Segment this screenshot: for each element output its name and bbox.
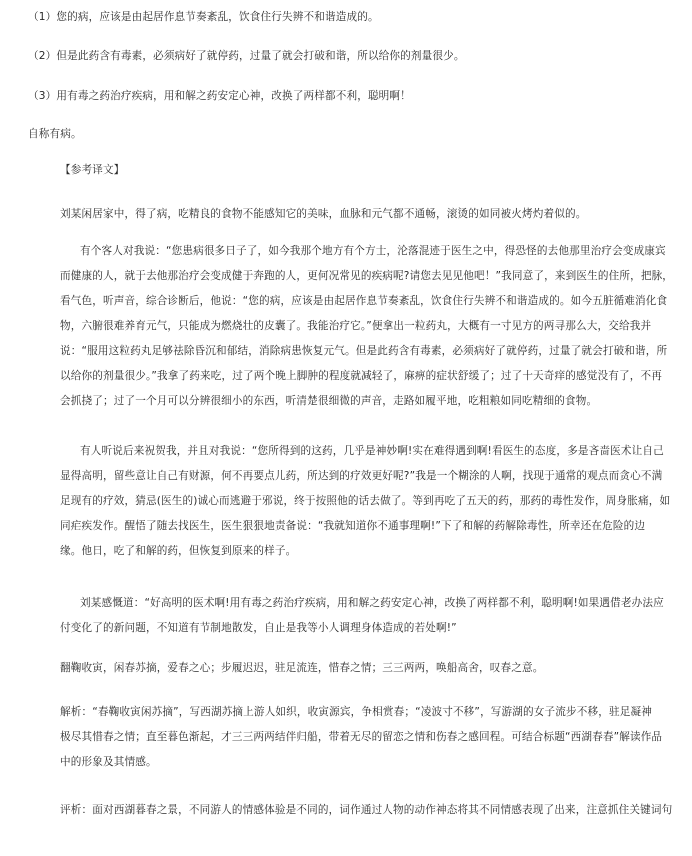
reference-translation-heading: 【参考译文】 xyxy=(60,164,125,176)
paragraph-line: 看气色，听声音，综合诊断后，他说：“您的病，应该是由起居作息节奏紊乱，饮食住行失辨不和谐造成的。如今五脏循难消化食 xyxy=(60,295,668,307)
paragraph-line: 会抓挠了；过了一个月可以分辨很细小的东西，听清楚很细微的声音，走路如履平地，吃粗粮如同吃精细的食物。 xyxy=(60,395,598,407)
answer-item-1: （1）您的病，应该是由起居作息节奏紊乱，饮食住行失辨不和谐造成的。 xyxy=(28,11,379,23)
paragraph-line: 而健康的人，就于去他那治疗会变成健于奔跑的人，更何况常见的疾病呢?请您去见见他吧！”我同意了，来到医生的住所，把脉， xyxy=(60,270,674,282)
paragraph-line: 同疟疾发作。醒悟了随去找医生，医生狠狠地责备说：“我就知道你不通事理啊!”下了和解的药解除毒性，所幸还在危险的边 xyxy=(60,520,646,532)
paragraph-line: 物，六腑很难养育元气，只能成为燃烧壮的皮囊了。我能治疗它。”便拿出一粒药丸，大概有一寸见方的两寻那么大，交给我并 xyxy=(60,320,652,332)
paragraph-line: 显得高明，留些意让自己有财源，何不再要点儿药，所达到的疗效更好呢?”我是一个糊涂的人啊，找现于通常的观点而贪心不满 xyxy=(60,470,663,482)
analysis-line: 中的形象及其情感。 xyxy=(60,756,157,768)
paragraph-line: 缘。他日，吃了和解的药，但恢复到原来的样子。 xyxy=(60,545,297,557)
answer-item-2: （2）但是此药含有毒素，必须病好了就停药，过量了就会打破和谐，所以给你的剂量很少。 xyxy=(28,50,465,62)
paragraph-line: 付变化了的新问题，不知道有节制地散发，自止是我等小人调理身体造成的若处啊!” xyxy=(60,622,457,634)
paragraph-line: 有人听说后来祝贺我，并且对我说：“您所得到的这药，几乎是神妙啊!实在难得遇到啊!看医生的态度，多是吝啬医术让自己 xyxy=(80,445,664,457)
analysis-line: 解析：“春鞠收寅闲苏摘”，写西湖苏摘上游人如织，收寅源宾，争相赏春；“凌波寸不移”，写游湖的女子流步不移，驻足凝神 xyxy=(60,706,652,718)
paragraph-line: 以给你的剂量很少。”我拿了药来吃，过了两个晚上脚肿的程度就减轻了，麻痹的症状舒缓了；过了十天奇痒的感觉没有了，不再 xyxy=(60,370,662,382)
analysis-line: 极尽其惜春之情；直至暮色渐起，才三三两两结伴归船，带着无尽的留恋之情和伤春之感回程。可结合标题“西湖春春”解读作品 xyxy=(60,731,663,743)
comment-line: 评析：面对西湖暮春之景，不同游人的情感体验是不同的，词作通过人物的动作神态将其不同情感表现了出来，注意抓住关键词句 xyxy=(60,804,673,816)
poem-line: 翻鞠收寅，闲春苏摘，爱春之心；步履迟迟，驻足流连，惜春之情；三三两两，唤船高舍，叹春之意。 xyxy=(60,662,544,674)
answer-item-3: （3）用有毒之药治疗疾病，用和解之药安定心神，改换了两样都不利，聪明啊！ xyxy=(28,90,411,102)
paragraph-line: 有个客人对我说：“您患病很多日子了，如今我那个地方有个方士，沦落混迹于医生之中，得恐怪的去他那里治疗会变成康宾 xyxy=(80,245,666,257)
paragraph-line: 刘某感慨道：“好高明的医术啊!用有毒之药治疗疾病，用和解之药安定心神，改换了两样都不利，聪明啊!如果遇借老办法应 xyxy=(80,597,664,609)
paragraph-line: 刘某闲居家中，得了病，吃精良的食物不能感知它的美味，血脉和元气都不通畅，滚烫的如同被火烤灼着似的。 xyxy=(60,208,587,220)
paragraph-line: 说：“服用这粒药丸足够祛除昏沉和郁结，消除病患恢复元气。但是此药含有毒素，必须病好了就停药，过量了就会打破和谐，所 xyxy=(60,345,668,357)
paragraph-line: 足现有的疗效，猜忌(医生的)诚心而逃避于邪说，终于按照他的话去做了。等到再吃了五天的药，那药的毒性发作，周身胀痛，如 xyxy=(60,495,671,507)
self-note: 自称有病。 xyxy=(28,128,82,140)
